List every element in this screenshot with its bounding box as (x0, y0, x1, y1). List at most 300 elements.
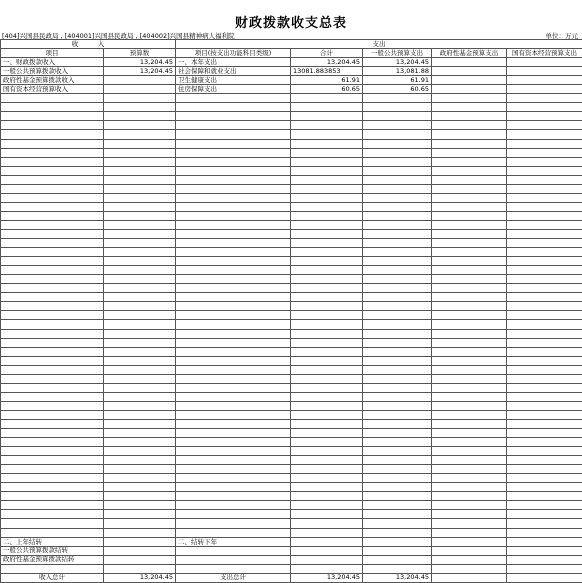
empty-cell (291, 157, 363, 166)
empty-cell (291, 94, 363, 103)
empty-cell (432, 438, 507, 447)
empty-cell (1, 419, 104, 428)
empty-cell (363, 175, 432, 184)
empty-row (1, 338, 582, 347)
empty-cell (291, 193, 363, 202)
empty-cell (1, 293, 104, 302)
expense-item: 社会保障和就业支出 (176, 67, 291, 76)
empty-cell (1, 429, 104, 438)
empty-cell (176, 275, 291, 284)
empty-cell (291, 429, 363, 438)
empty-cell (291, 284, 363, 293)
empty-row (1, 121, 582, 130)
empty-cell (363, 121, 432, 130)
empty-cell (291, 275, 363, 284)
empty-cell (507, 257, 582, 266)
expense-item: 住房保障支出 (176, 85, 291, 94)
empty-cell (1, 392, 104, 401)
empty-row (1, 356, 582, 365)
empty-cell (1, 175, 104, 184)
empty-cell (176, 211, 291, 220)
empty-cell (507, 130, 582, 139)
empty-cell (291, 483, 363, 492)
empty-cell (1, 148, 104, 157)
empty-cell (176, 148, 291, 157)
empty-cell (432, 474, 507, 483)
empty-cell (1, 103, 104, 112)
empty-cell (507, 392, 582, 401)
empty-cell (363, 184, 432, 193)
empty-cell (176, 157, 291, 166)
empty-cell (432, 492, 507, 501)
empty-cell (507, 175, 582, 184)
empty-cell (507, 275, 582, 284)
total-value: 61.91 (291, 76, 363, 85)
empty-cell (291, 112, 363, 121)
state-value (507, 76, 582, 85)
empty-row (1, 419, 582, 428)
empty-cell (363, 248, 432, 257)
empty-cell (1, 157, 104, 166)
empty-cell (1, 193, 104, 202)
empty-cell (432, 148, 507, 157)
empty-cell (432, 347, 507, 356)
empty-cell (176, 94, 291, 103)
empty-row (1, 112, 582, 121)
empty-cell (432, 275, 507, 284)
empty-cell (1, 248, 104, 257)
budget-value: 13,204.45 (104, 58, 176, 67)
empty-cell (176, 130, 291, 139)
empty-row (1, 392, 582, 401)
empty-row (1, 166, 582, 175)
empty-row (1, 148, 582, 157)
empty-cell (176, 121, 291, 130)
empty-cell (176, 392, 291, 401)
empty-cell (291, 510, 363, 519)
col-state-header: 国有资本经营预算支出 (507, 49, 582, 58)
empty-cell (291, 365, 363, 374)
empty-cell (104, 211, 176, 220)
empty-cell (176, 112, 291, 121)
empty-cell (1, 266, 104, 275)
empty-cell (176, 483, 291, 492)
empty-cell (104, 383, 176, 392)
col-total-header: 合计 (291, 49, 363, 58)
empty-cell (291, 374, 363, 383)
empty-cell (1, 465, 104, 474)
empty-cell (1, 347, 104, 356)
empty-cell (507, 456, 582, 465)
empty-cell (507, 338, 582, 347)
empty-cell (507, 293, 582, 302)
empty-cell (507, 103, 582, 112)
empty-cell (1, 492, 104, 501)
empty-cell (432, 239, 507, 248)
empty-cell (176, 103, 291, 112)
empty-cell (507, 438, 582, 447)
income-total-value: 13,204.45 (104, 573, 176, 582)
empty-cell (104, 429, 176, 438)
empty-cell (363, 365, 432, 374)
empty-cell (291, 329, 363, 338)
empty-cell (507, 284, 582, 293)
organization-label: [404]兴国县民政局 , [404001]兴国县民政局 , [404002]兴国县精神病人福利院 (2, 32, 235, 40)
empty-cell (176, 229, 291, 238)
empty-cell (432, 419, 507, 428)
empty-cell (104, 311, 176, 320)
table-row (1, 537, 582, 546)
empty-cell (104, 248, 176, 257)
report-title: 财政拨款收支总表 (234, 16, 347, 31)
empty-cell (1, 438, 104, 447)
empty-cell (291, 519, 363, 528)
empty-cell (291, 184, 363, 193)
empty-cell (104, 94, 176, 103)
empty-cell (104, 374, 176, 383)
empty-cell (291, 121, 363, 130)
empty-cell (507, 302, 582, 311)
total-value: 13,204.45 (291, 58, 363, 67)
empty-cell (291, 211, 363, 220)
empty-row (1, 257, 582, 266)
empty-cell (432, 103, 507, 112)
empty-cell (291, 302, 363, 311)
empty-cell (291, 320, 363, 329)
empty-cell (363, 202, 432, 211)
empty-cell (176, 166, 291, 175)
empty-cell (507, 139, 582, 148)
fund-value (432, 85, 507, 94)
carry-prev-fund: 政府性基金预算拨款结转 (1, 555, 104, 564)
total-value: 13081.883853 (291, 67, 363, 76)
fund-value (432, 67, 507, 76)
empty-cell (1, 401, 104, 410)
empty-cell (104, 175, 176, 184)
empty-cell (363, 239, 432, 248)
empty-cell (363, 166, 432, 175)
table-row (1, 546, 582, 555)
empty-cell (291, 465, 363, 474)
income-item: 一、财政拨款收入 (1, 58, 104, 67)
empty-cell (176, 419, 291, 428)
empty-cell (176, 320, 291, 329)
empty-cell (507, 94, 582, 103)
empty-cell (1, 456, 104, 465)
expense-item: 一、本年支出 (176, 58, 291, 67)
empty-cell (176, 447, 291, 456)
empty-row (1, 374, 582, 383)
empty-cell (1, 356, 104, 365)
empty-cell (507, 356, 582, 365)
empty-cell (363, 103, 432, 112)
empty-cell (104, 229, 176, 238)
empty-cell (363, 329, 432, 338)
empty-cell (104, 419, 176, 428)
empty-cell (432, 401, 507, 410)
empty-cell (1, 112, 104, 121)
empty-cell (104, 257, 176, 266)
empty-cell (291, 419, 363, 428)
table-row (1, 76, 582, 85)
empty-cell (176, 347, 291, 356)
empty-cell (363, 401, 432, 410)
empty-cell (291, 401, 363, 410)
empty-row (1, 211, 582, 220)
empty-cell (363, 410, 432, 419)
empty-cell (507, 501, 582, 510)
empty-cell (507, 311, 582, 320)
state-value (507, 58, 582, 67)
empty-cell (104, 483, 176, 492)
empty-cell (176, 329, 291, 338)
empty-cell (432, 184, 507, 193)
empty-cell (104, 121, 176, 130)
empty-row (1, 284, 582, 293)
empty-cell (507, 492, 582, 501)
empty-row (1, 320, 582, 329)
empty-cell (363, 456, 432, 465)
income-item: 一般公共预算拨款收入 (1, 67, 104, 76)
empty-cell (176, 438, 291, 447)
empty-cell (104, 202, 176, 211)
empty-row (1, 157, 582, 166)
budget-table (0, 39, 582, 583)
empty-row (1, 193, 582, 202)
empty-cell (432, 257, 507, 266)
empty-cell (363, 465, 432, 474)
empty-cell (291, 175, 363, 184)
empty-cell (104, 157, 176, 166)
empty-cell (104, 139, 176, 148)
empty-cell (363, 383, 432, 392)
empty-cell (1, 365, 104, 374)
empty-cell (432, 139, 507, 148)
empty-cell (291, 447, 363, 456)
empty-cell (432, 429, 507, 438)
empty-cell (507, 202, 582, 211)
empty-cell (432, 193, 507, 202)
col-fund-header: 政府性基金预算支出 (432, 49, 507, 58)
table-row (1, 85, 582, 94)
general-value: 13,204.45 (363, 58, 432, 67)
empty-cell (432, 329, 507, 338)
empty-cell (432, 528, 507, 537)
empty-cell (176, 266, 291, 275)
empty-cell (432, 302, 507, 311)
empty-cell (176, 365, 291, 374)
empty-row (1, 383, 582, 392)
empty-cell (507, 374, 582, 383)
carry-prev-label: 二、上年结转 (1, 537, 104, 546)
table-row (1, 67, 582, 76)
empty-row (1, 175, 582, 184)
empty-cell (363, 257, 432, 266)
empty-cell (176, 429, 291, 438)
empty-cell (432, 456, 507, 465)
empty-cell (291, 492, 363, 501)
empty-cell (507, 248, 582, 257)
expense-total-value: 13,204.45 (291, 573, 363, 582)
empty-cell (363, 392, 432, 401)
empty-cell (1, 166, 104, 175)
empty-cell (176, 383, 291, 392)
empty-cell (176, 410, 291, 419)
empty-cell (363, 266, 432, 275)
income-total-label: 收入总计 (1, 573, 104, 582)
empty-cell (363, 211, 432, 220)
budget-value (104, 85, 176, 94)
empty-cell (432, 202, 507, 211)
empty-cell (432, 519, 507, 528)
empty-cell (1, 130, 104, 139)
empty-row (1, 456, 582, 465)
empty-cell (176, 474, 291, 483)
empty-cell (176, 184, 291, 193)
col-func-item-header: 项目(按支出功能科目类级) (176, 49, 291, 58)
empty-cell (1, 139, 104, 148)
empty-cell (363, 157, 432, 166)
empty-cell (176, 220, 291, 229)
empty-cell (104, 329, 176, 338)
empty-cell (507, 329, 582, 338)
empty-cell (291, 166, 363, 175)
empty-cell (432, 94, 507, 103)
empty-cell (176, 257, 291, 266)
income-item: 政府性基金预算拨款收入 (1, 76, 104, 85)
empty-row (1, 474, 582, 483)
empty-cell (1, 447, 104, 456)
empty-cell (507, 383, 582, 392)
empty-cell (363, 438, 432, 447)
empty-row (1, 184, 582, 193)
empty-cell (507, 184, 582, 193)
empty-cell (1, 239, 104, 248)
empty-cell (507, 211, 582, 220)
empty-cell (291, 528, 363, 537)
empty-cell (363, 220, 432, 229)
empty-cell (176, 401, 291, 410)
empty-cell (432, 320, 507, 329)
empty-cell (507, 347, 582, 356)
empty-cell (176, 311, 291, 320)
totals-row (1, 573, 582, 582)
empty-cell (1, 302, 104, 311)
empty-cell (363, 347, 432, 356)
empty-cell (363, 302, 432, 311)
empty-cell (432, 338, 507, 347)
empty-cell (176, 302, 291, 311)
table-row (1, 564, 582, 573)
empty-row (1, 293, 582, 302)
empty-cell (1, 329, 104, 338)
empty-row (1, 528, 582, 537)
empty-cell (104, 519, 176, 528)
empty-row (1, 519, 582, 528)
empty-cell (363, 311, 432, 320)
empty-row (1, 365, 582, 374)
empty-cell (363, 447, 432, 456)
empty-cell (1, 374, 104, 383)
empty-cell (104, 166, 176, 175)
empty-row (1, 501, 582, 510)
empty-row (1, 429, 582, 438)
empty-cell (432, 447, 507, 456)
empty-cell (363, 275, 432, 284)
empty-cell (1, 311, 104, 320)
empty-cell (1, 510, 104, 519)
empty-cell (432, 284, 507, 293)
empty-row (1, 447, 582, 456)
empty-cell (176, 465, 291, 474)
empty-cell (104, 103, 176, 112)
empty-cell (104, 130, 176, 139)
empty-cell (176, 492, 291, 501)
total-value: 60.65 (291, 85, 363, 94)
empty-cell (432, 175, 507, 184)
empty-cell (507, 429, 582, 438)
empty-cell (104, 220, 176, 229)
empty-cell (432, 410, 507, 419)
empty-cell (104, 465, 176, 474)
general-value: 13,081.88 (363, 67, 432, 76)
empty-row (1, 510, 582, 519)
empty-cell (104, 510, 176, 519)
empty-cell (104, 528, 176, 537)
empty-cell (507, 220, 582, 229)
empty-cell (432, 365, 507, 374)
empty-cell (176, 374, 291, 383)
empty-cell (291, 202, 363, 211)
empty-cell (104, 193, 176, 202)
empty-cell (176, 293, 291, 302)
empty-cell (1, 184, 104, 193)
empty-cell (363, 94, 432, 103)
empty-cell (507, 148, 582, 157)
empty-cell (1, 94, 104, 103)
empty-cell (104, 338, 176, 347)
expense-header: 支出 (176, 40, 582, 49)
empty-row (1, 302, 582, 311)
empty-cell (507, 528, 582, 537)
empty-cell (507, 519, 582, 528)
empty-cell (291, 474, 363, 483)
empty-cell (176, 519, 291, 528)
empty-cell (432, 392, 507, 401)
empty-row (1, 103, 582, 112)
empty-cell (291, 220, 363, 229)
empty-cell (104, 112, 176, 121)
table-row (1, 58, 582, 67)
empty-cell (432, 374, 507, 383)
empty-cell (507, 121, 582, 130)
empty-cell (291, 383, 363, 392)
empty-cell (363, 374, 432, 383)
empty-cell (507, 320, 582, 329)
empty-cell (432, 293, 507, 302)
empty-cell (1, 474, 104, 483)
carry-prev-general: 一般公共预算拨款结转 (1, 546, 104, 555)
empty-cell (291, 438, 363, 447)
empty-cell (176, 501, 291, 510)
empty-cell (1, 229, 104, 238)
empty-row (1, 329, 582, 338)
empty-cell (363, 474, 432, 483)
expense-total-label: 支出总计 (176, 573, 291, 582)
empty-cell (291, 410, 363, 419)
empty-cell (1, 275, 104, 284)
empty-cell (507, 166, 582, 175)
